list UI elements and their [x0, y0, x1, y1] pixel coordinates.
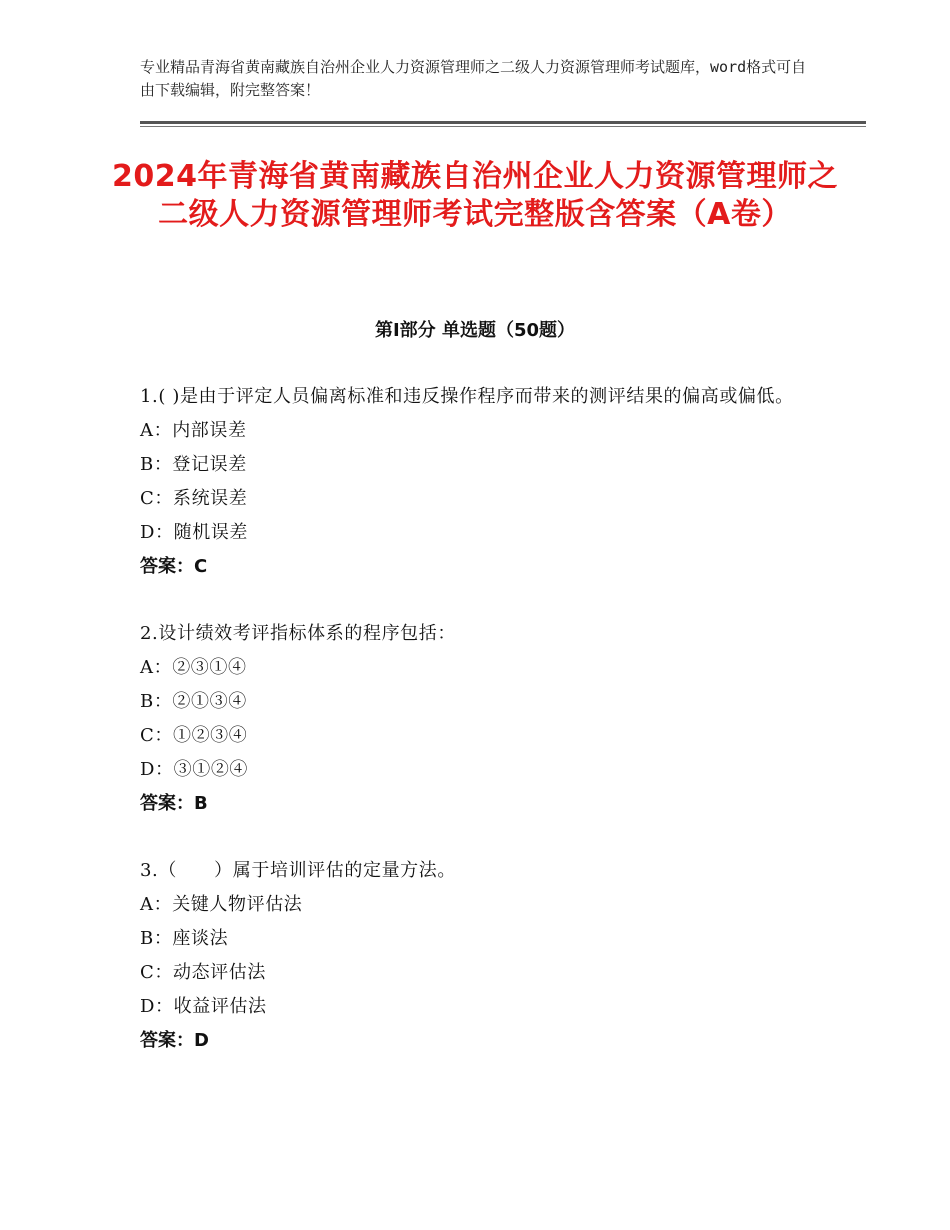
answer-line: 答案：B	[140, 793, 208, 814]
option-a: A：关键人物评估法	[140, 894, 303, 915]
question-2	[140, 617, 820, 821]
header-banner: 专业精品青海省黄南藏族自治州企业人力资源管理师之二级人力资源管理师考试题库，word格式可自由下载编辑，附完整答案！	[140, 58, 807, 99]
answer-line: 答案：D	[140, 1030, 209, 1051]
option-c: C：系统误差	[140, 488, 248, 509]
option-a: A：内部误差	[140, 420, 247, 441]
document-title: 2024年青海省黄南藏族自治州企业人力资源管理师之二级人力资源管理师考试完整版含答案（A卷）	[112, 159, 838, 232]
header-rule-thick	[140, 121, 866, 124]
question-1	[140, 380, 820, 584]
option-c: C：动态评估法	[140, 962, 266, 983]
question-list	[140, 380, 820, 1091]
option-d: D：③①②④	[140, 759, 249, 780]
option-d: D：收益评估法	[140, 996, 267, 1017]
answer-line: 答案：C	[140, 556, 208, 577]
question-stem: 3.（ ）属于培训评估的定量方法。	[140, 860, 456, 881]
option-d: D：随机误差	[140, 522, 249, 543]
option-b: B：②①③④	[140, 691, 247, 712]
question-3	[140, 854, 820, 1058]
question-stem: 2.设计绩效考评指标体系的程序包括：	[140, 623, 456, 644]
option-a: A：②③①④	[140, 657, 247, 678]
section-title: 第Ⅰ部分 单选题（50题）	[374, 320, 575, 341]
option-c: C：①②③④	[140, 725, 248, 746]
option-b: B：座谈法	[140, 928, 229, 949]
header-rule-thin	[140, 126, 866, 127]
question-stem: 1.( )是由于评定人员偏离标准和违反操作程序而带来的测评结果的偏高或偏低。	[140, 386, 794, 407]
option-b: B：登记误差	[140, 454, 247, 475]
